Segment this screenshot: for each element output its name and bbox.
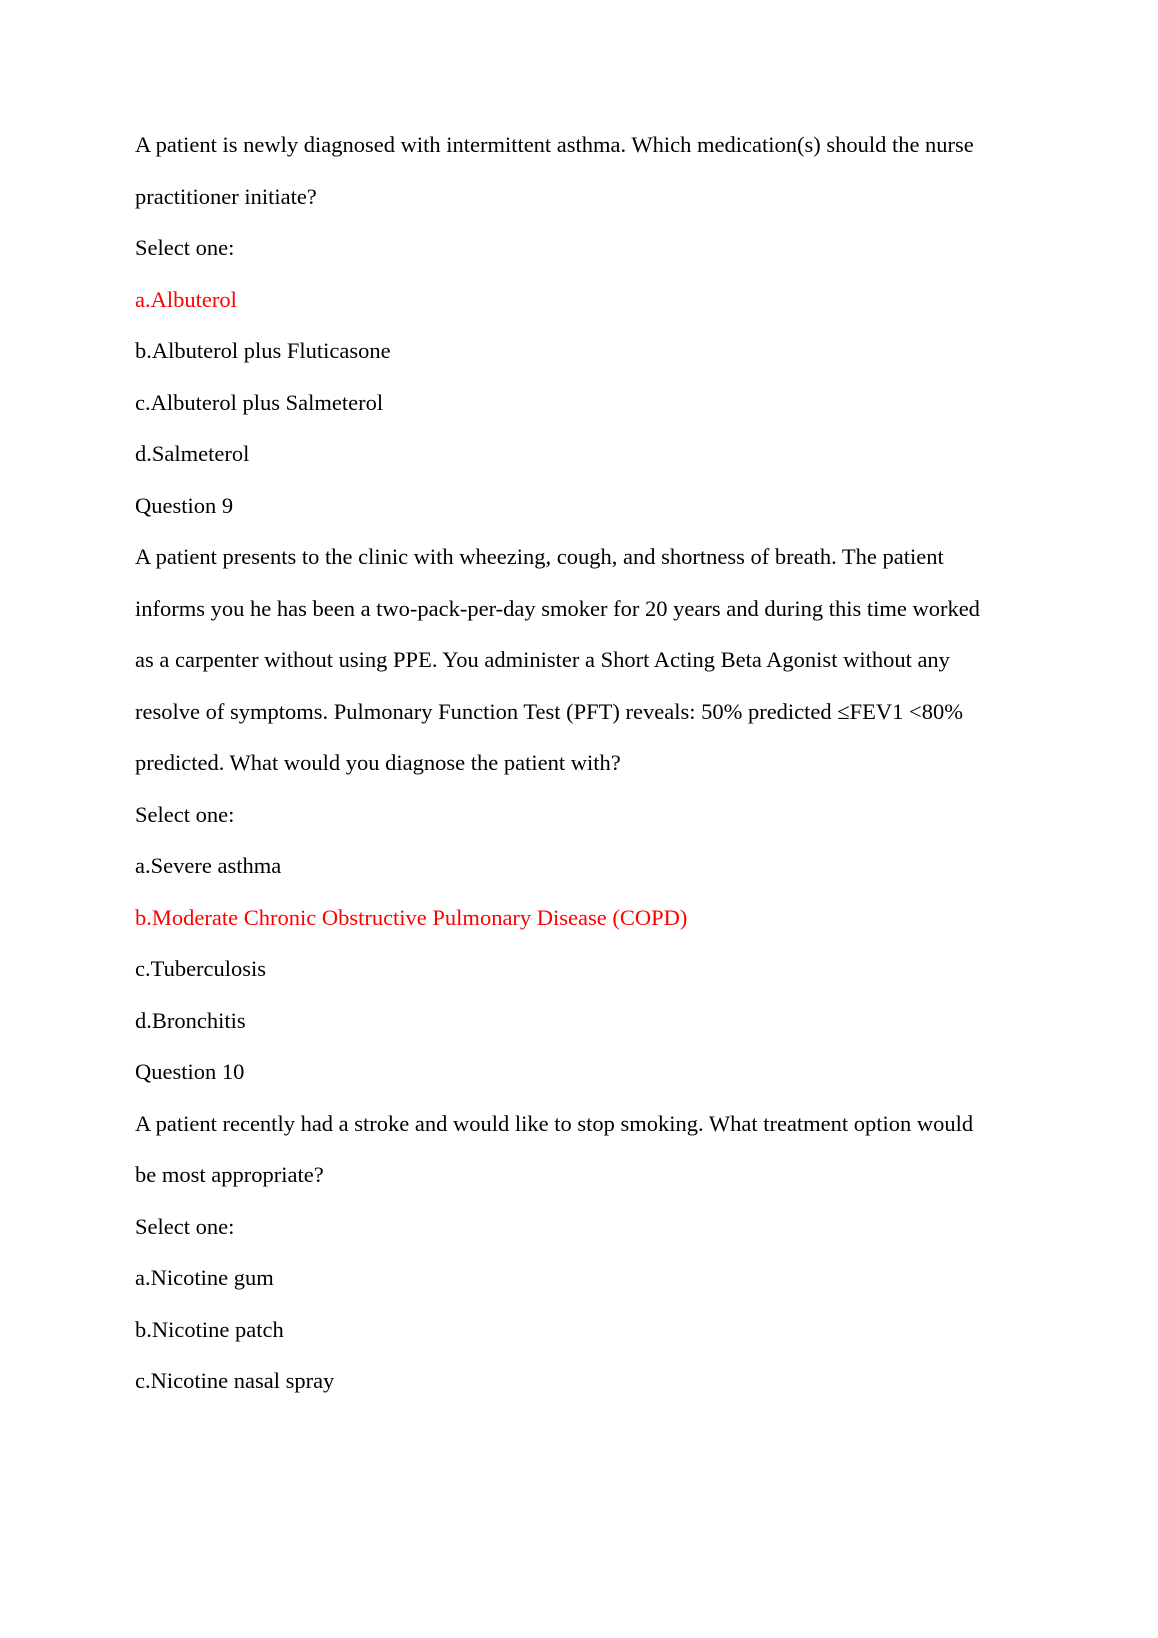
question-block-8 — [135, 119, 991, 480]
answer-option-b: b.Nicotine patch — [135, 1316, 284, 1342]
question-stem: A patient recently had a stroke and would like to stop smoking. What treatment option would be most appropriate? — [135, 1110, 974, 1187]
question-block-9 — [135, 480, 991, 1047]
answer-option-b: b.Albuterol plus Fluticasone — [135, 338, 391, 363]
select-one-label: Select one: — [135, 801, 235, 827]
question-stem: A patient presents to the clinic with wheezing, cough, and shortness of breath. The patient informs you he has been a two-pack-per-day smoker for 20 years and during this time worked as a carpenter without using PPE. You administer a Short Acting Beta Agonist without any resolve of symptoms. Pulmonary Function Test (PFT) reveals: 50% predicted ≤FEV1 <80% predicted. What would you diagnose the patient with? — [135, 544, 980, 775]
question-heading: Question 10 — [135, 1059, 245, 1084]
question-stem: A patient is newly diagnosed with intermittent asthma. Which medication(s) should the nurse practitioner initiate? — [135, 132, 974, 209]
answer-option-c: c.Tuberculosis — [135, 956, 267, 981]
answer-option-a: a.Nicotine gum — [135, 1265, 274, 1290]
answer-option-c: c.Nicotine nasal spray — [135, 1368, 335, 1393]
select-one-label: Select one: — [135, 235, 235, 260]
answer-option-d: d.Salmeterol — [135, 441, 250, 466]
answer-option-c: c.Albuterol plus Salmeterol — [135, 389, 384, 415]
answer-option-a: a.Albuterol — [135, 286, 237, 312]
answer-option-a: a.Severe asthma — [135, 853, 282, 878]
select-one-label: Select one: — [135, 1213, 235, 1239]
answer-option-d: d.Bronchitis — [135, 1007, 246, 1033]
answer-option-b: b.Moderate Chronic Obstructive Pulmonary Disease (COPD) — [135, 904, 688, 930]
question-heading: Question 9 — [135, 492, 234, 518]
question-block-10 — [135, 1046, 991, 1407]
